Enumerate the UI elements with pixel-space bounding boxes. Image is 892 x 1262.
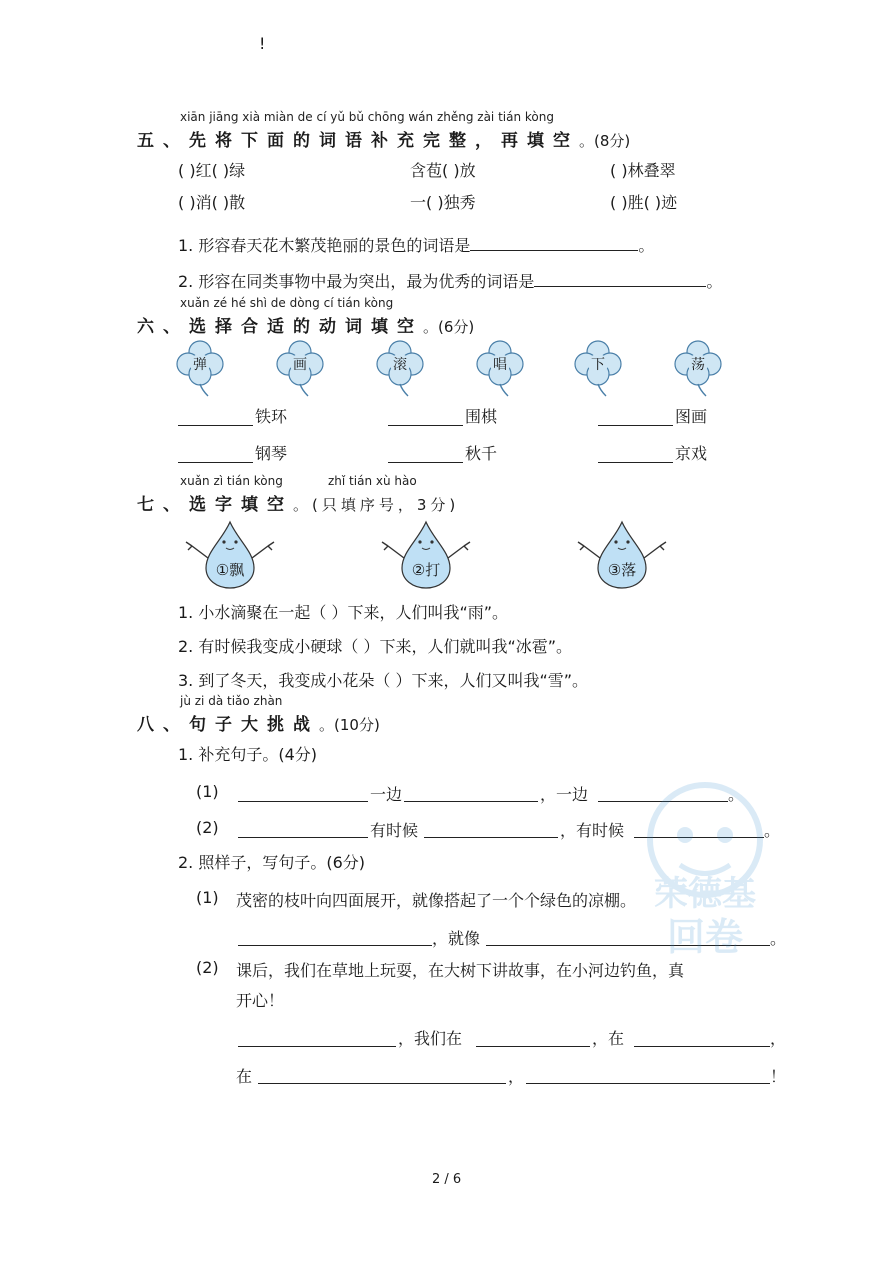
q8-2-2-excl: ！ (770, 1067, 787, 1086)
q8-part-1: 1. 补充句子。(4分) (178, 745, 318, 764)
q5-sentence-1: 1. 形容春天花木繁茂艳丽的景色的词语是 。 (178, 232, 654, 256)
q8-2-2-blank-c[interactable] (634, 1045, 770, 1047)
clover-1 (176, 340, 224, 398)
q8-1-1-mid2: ，一边 (540, 785, 589, 804)
q5-s1-blank[interactable] (470, 232, 638, 251)
q6-word-4: 钢琴 (255, 444, 288, 463)
q6-title: 六、选择合适的动词填空。(6分) (137, 317, 475, 337)
q7-sentence-2: 2. 有时候我变成小硬球（ ）下来，人们就叫我“冰雹”。 (178, 637, 573, 656)
q6-word-2: 围棋 (465, 407, 498, 426)
q8-2-2-comma: ， (770, 1029, 787, 1048)
q8-2-1-mid: ，就像 (432, 929, 481, 948)
q6-blank-4[interactable] (178, 461, 253, 463)
drop-label-3: ③落 (607, 561, 637, 579)
q8-2-2-mid-b: ，在 (592, 1029, 625, 1048)
clover-2 (276, 340, 324, 398)
clover-verb-5: 下 (591, 357, 605, 373)
watermark-text-1: 荣德基 (654, 874, 756, 914)
drop-option-3 (574, 520, 670, 590)
q5-pinyin: xiān jiāng xià miàn de cí yǔ bǔ chōng wán zhěng zài tián kòng (180, 110, 554, 124)
clover-verb-2: 画 (293, 357, 307, 373)
q8-1-2-mid2: ，有时候 (560, 821, 625, 840)
q8-1-1-blank-b[interactable] (404, 800, 538, 802)
clover-3 (376, 340, 424, 398)
q8-title: 八、句子大挑战。(10分) (137, 715, 380, 735)
q5-s2-blank[interactable] (534, 268, 706, 287)
q5-row2-c: ( )胜( )迹 (610, 193, 678, 212)
q5-row2-a: ( )消( )散 (178, 193, 246, 212)
q7-sentence-1: 1. 小水滴聚在一起（ ）下来，人们叫我“雨”。 (178, 603, 509, 622)
q6-word-5: 秋千 (465, 444, 498, 463)
q8-1-1-end: 。 (728, 785, 745, 804)
clover-verb-3: 滚 (393, 357, 407, 373)
q8-part-2: 2. 照样子，写句子。(6分) (178, 853, 366, 872)
watermark-logo (620, 770, 790, 970)
q5-row2-b: 一( )独秀 (410, 193, 476, 212)
q8-pinyin: jù zi dà tiǎo zhàn (180, 694, 283, 708)
q6-word-1: 铁环 (255, 407, 288, 426)
q6-pinyin: xuǎn zé hé shì de dòng cí tián kòng (180, 296, 394, 310)
q8-2-2-example-cont: 开心！ (236, 991, 285, 1010)
q8-2-2-blank-b[interactable] (476, 1045, 590, 1047)
q8-2-2-mid-a: ，我们在 (398, 1029, 463, 1048)
q7-pinyin-2: zhǐ tián xù hào (328, 474, 417, 488)
top-mark: ! (259, 34, 266, 53)
q5-row1-b: 含苞( )放 (410, 161, 476, 180)
q8-2-2-zai: 在 (236, 1067, 253, 1086)
q5-row1-c: ( )林叠翠 (610, 161, 676, 180)
q8-2-1-num: (1) (196, 888, 219, 907)
q6-blank-5[interactable] (388, 461, 463, 463)
q7-pinyin-1: xuǎn zì tián kòng (180, 474, 283, 488)
q8-1-1-mid: 一边 (370, 785, 403, 804)
q8-2-1-end: 。 (770, 929, 787, 948)
q7-sentence-3: 3. 到了冬天，我变成小花朵（ ）下来，人们又叫我“雪”。 (178, 671, 589, 690)
clover-6 (674, 340, 722, 398)
q5-sentence-2: 2. 形容在同类事物中最为突出，最为优秀的词语是 。 (178, 268, 722, 292)
clover-verb-6: 荡 (691, 357, 705, 373)
q8-1-2-mid: 有时候 (370, 821, 419, 840)
q8-1-2-end: 。 (764, 821, 781, 840)
drop-label-2: ②打 (411, 561, 441, 579)
drop-option-2 (378, 520, 474, 590)
watermark-text-2: 回卷 (666, 915, 744, 959)
q8-1-1-blank-a[interactable] (238, 800, 368, 802)
q6-blank-3[interactable] (598, 424, 673, 426)
clover-verb-1: 弹 (193, 357, 207, 373)
clover-5 (574, 340, 622, 398)
drop-option-1 (182, 520, 278, 590)
q8-2-2-comma-2: ， (508, 1067, 525, 1086)
q8-2-2-example: 课后，我们在草地上玩耍，在大树下讲故事，在小河边钓鱼，真 (236, 961, 685, 980)
q8-2-2-blank-a[interactable] (238, 1045, 396, 1047)
q6-blank-1[interactable] (178, 424, 253, 426)
q8-2-1-example: 茂密的枝叶向四面展开，就像搭起了一个个绿色的凉棚。 (236, 891, 637, 910)
clover-verb-4: 唱 (493, 357, 507, 373)
q8-1-2-blank-a[interactable] (238, 836, 368, 838)
q8-2-2-blank-e[interactable] (526, 1082, 770, 1084)
q6-word-3: 图画 (675, 407, 708, 426)
drop-label-1: ①飘 (215, 561, 245, 579)
clover-4 (476, 340, 524, 398)
q6-blank-2[interactable] (388, 424, 463, 426)
q8-1-2-blank-b[interactable] (424, 836, 558, 838)
page-number: 2 / 6 (432, 1172, 462, 1187)
q5-row1-a: ( )红( )绿 (178, 161, 246, 180)
q8-1-1-num: (1) (196, 782, 219, 801)
q8-2-2-blank-d[interactable] (258, 1082, 506, 1084)
q7-title: 七、选字填空。(只填序号，3分) (137, 495, 460, 515)
q8-1-2-num: (2) (196, 818, 219, 837)
q8-2-2-num: (2) (196, 958, 219, 977)
q8-2-1-blank-a[interactable] (238, 944, 432, 946)
q5-title: 五、先将下面的词语补充完整，再填空。(8分) (137, 131, 631, 151)
q6-blank-6[interactable] (598, 461, 673, 463)
q6-word-6: 京戏 (675, 444, 708, 463)
